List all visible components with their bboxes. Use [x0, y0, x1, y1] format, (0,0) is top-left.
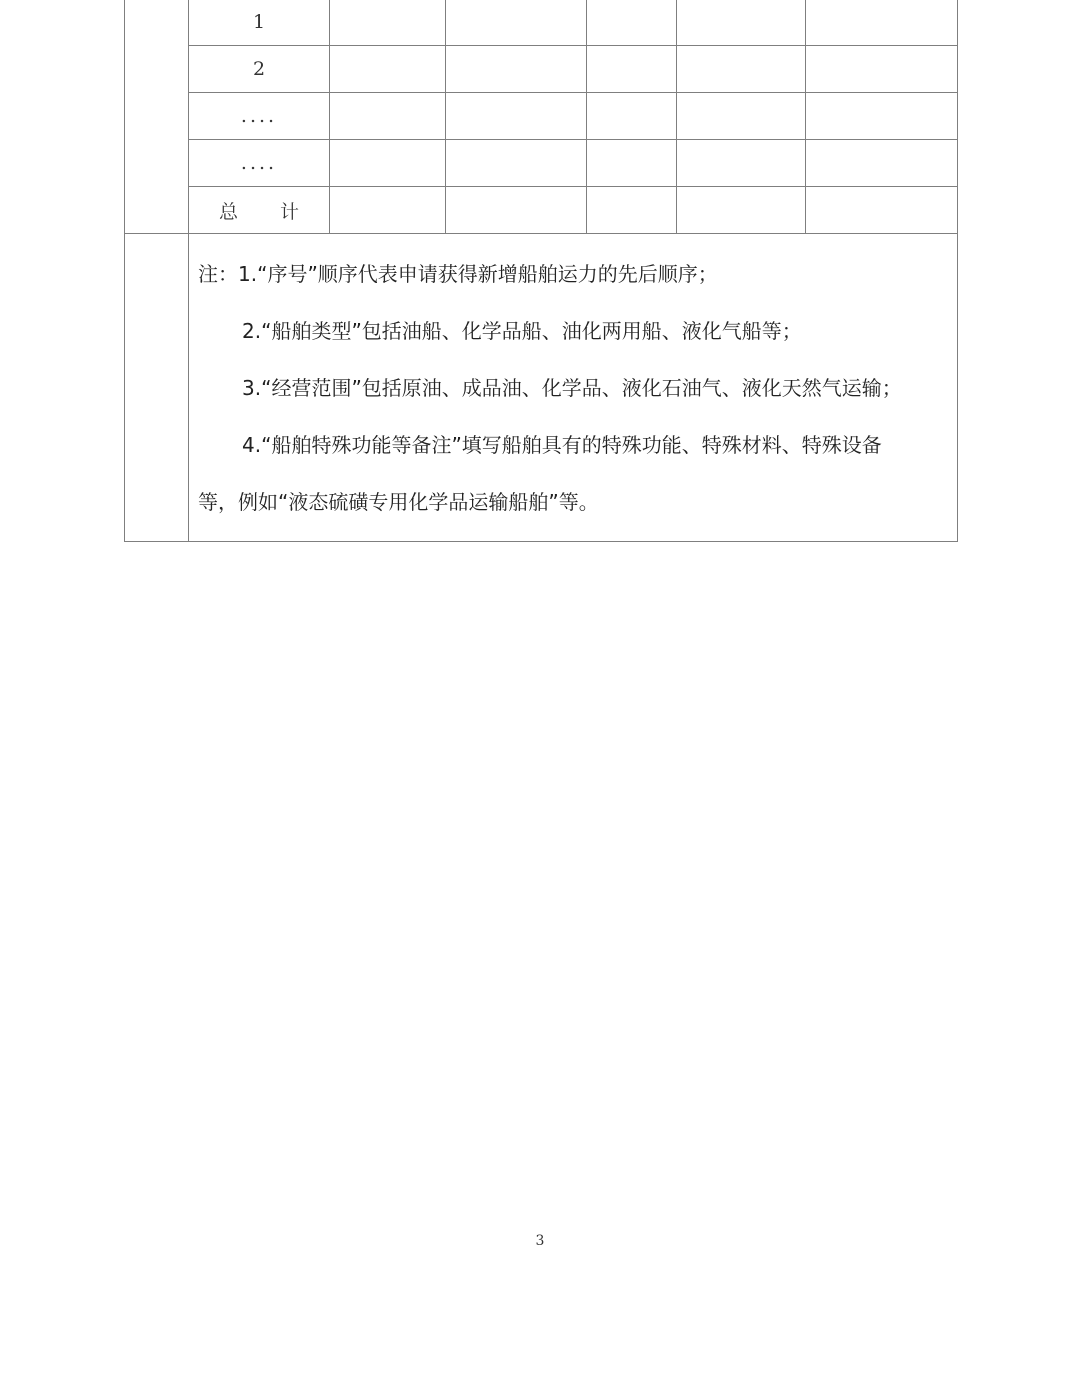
table-cell: [677, 0, 806, 46]
table-cell: [587, 140, 677, 187]
table-cell: [446, 140, 587, 187]
table-cell: [330, 0, 446, 46]
table-cell: [330, 46, 446, 93]
table-cell: [677, 140, 806, 187]
table-cell: [587, 46, 677, 93]
table-row: [125, 93, 958, 140]
table-cell: [587, 93, 677, 140]
capacity-table: [124, 0, 958, 542]
notes-cell: [189, 234, 958, 542]
table-cell: [806, 93, 958, 140]
seq-cell: 2: [189, 46, 330, 93]
note-line: 注：1.“序号”顺序代表申请获得新增船舶运力的先后顺序；: [198, 262, 718, 286]
total-label-cell: [189, 187, 330, 234]
note-line: 等，例如“液态硫磺专用化学品运输船舶”等。: [198, 490, 599, 514]
seq-cell: ....: [189, 93, 330, 140]
table-cell: [446, 93, 587, 140]
table-cell: [446, 187, 587, 234]
note-line: 3.“经营范围”包括原油、成品油、化学品、液化石油气、液化天然气运输；: [242, 376, 902, 400]
table-cell: [587, 0, 677, 46]
note-line: 4.“船舶特殊功能等备注”填写船舶具有的特殊功能、特殊材料、特殊设备: [242, 433, 882, 457]
table-cell: [677, 187, 806, 234]
total-row: [125, 187, 958, 234]
table-row: [125, 0, 958, 46]
table-cell: [446, 46, 587, 93]
table-cell: [806, 140, 958, 187]
page-number: 3: [535, 1233, 545, 1249]
table-cell: [806, 46, 958, 93]
table-cell: [446, 0, 587, 46]
table-cell: [677, 93, 806, 140]
notes-row: [125, 234, 958, 542]
notes-left-cell: [125, 234, 189, 542]
total-label: 总 计: [218, 200, 318, 223]
table-cell: [587, 187, 677, 234]
seq-cell: 1: [189, 0, 330, 46]
table-cell: [330, 93, 446, 140]
left-merged-cell: [125, 0, 189, 234]
table-cell: [330, 187, 446, 234]
note-line: 2.“船舶类型”包括油船、化学品船、油化两用船、液化气船等；: [242, 319, 802, 343]
table-cell: [806, 187, 958, 234]
table-cell: [806, 0, 958, 46]
table-row: [125, 46, 958, 93]
table-cell: [677, 46, 806, 93]
table-row: [125, 140, 958, 187]
table-cell: [330, 140, 446, 187]
seq-cell: ....: [189, 140, 330, 187]
